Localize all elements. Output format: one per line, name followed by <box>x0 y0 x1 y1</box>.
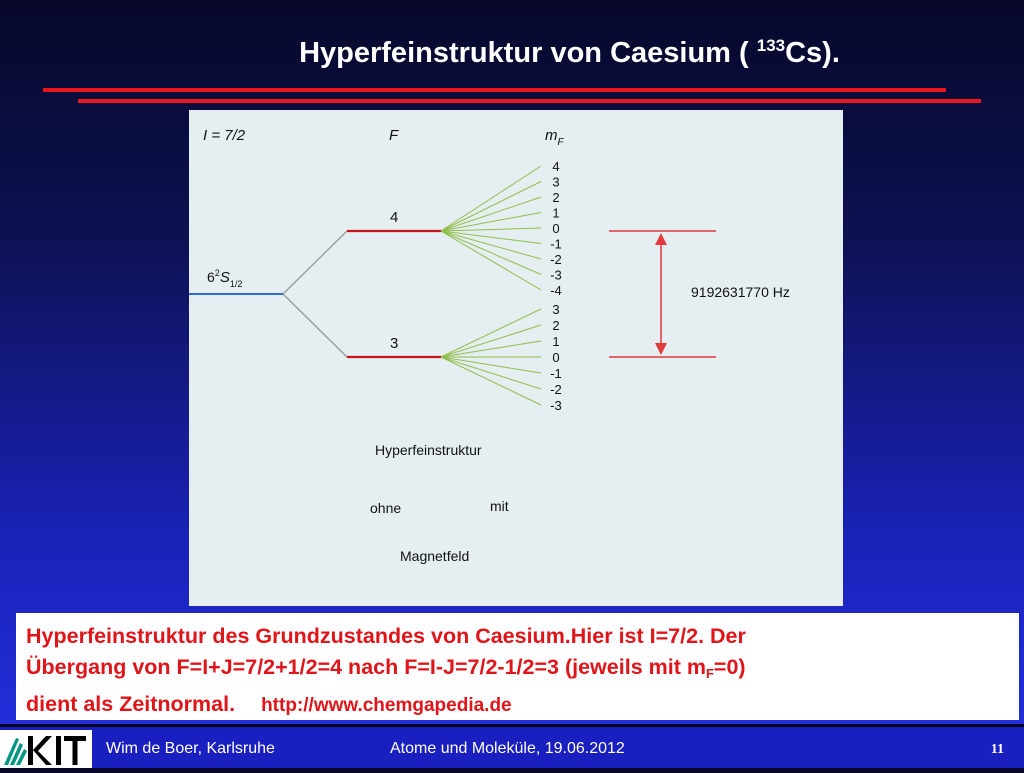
f4-mf-label: 1 <box>552 205 560 221</box>
caption-line-1: Hyperfeinstruktur des Grundzustandes von Caesium.Hier ist I=7/2. Der <box>26 624 746 648</box>
caption-line-2-sub: F <box>705 666 714 681</box>
f3-branch-line <box>441 357 541 373</box>
caption-line-3 <box>26 689 1009 721</box>
f4-branch-line <box>441 231 541 290</box>
level-f3-label: 3 <box>390 335 399 352</box>
branches-f4 <box>441 166 541 290</box>
nuclear-spin-label: I = 7/2 <box>203 127 246 144</box>
f4-mf-label: -4 <box>550 283 562 298</box>
hyperfine-label: Hyperfeinstruktur <box>375 442 482 458</box>
f4-branch-line <box>441 231 541 259</box>
f3-mf-label: -3 <box>550 398 562 413</box>
page-number: 11 <box>990 742 1004 757</box>
f3-mf-label: 0 <box>552 350 560 365</box>
hyperfine-diagram <box>189 110 843 606</box>
f4-mf-label: 2 <box>552 190 560 205</box>
f4-mf-label: 0 <box>552 221 560 236</box>
caption-line-3-text: dient als Zeitnormal. <box>26 692 236 716</box>
f4-mf-label: -2 <box>550 252 562 267</box>
f3-branch-line <box>441 309 541 357</box>
mf-labels-f3 <box>550 302 562 413</box>
caption-line-2-a: Übergang von F=I+J=7/2+1/2=4 nach F=I-J=7/2-1/2=3 (jeweils mit m <box>26 655 706 679</box>
split-line-lower <box>283 294 347 357</box>
f-header: F <box>389 127 399 144</box>
footer-divider <box>0 724 1024 727</box>
level-f4-label: 4 <box>390 209 399 226</box>
f4-branch-line <box>441 197 541 231</box>
ground-state-n: 6 <box>207 269 215 285</box>
arrow-head-up <box>655 233 667 245</box>
slide-title <box>0 36 1024 70</box>
mf-header-sub: F <box>557 137 564 148</box>
source-link[interactable]: http://www.chemgapedia.de <box>261 695 512 716</box>
frequency-label: 9192631770 Hz <box>691 284 790 300</box>
f4-branch-line <box>441 182 541 232</box>
caption-box <box>16 613 1019 720</box>
mf-header-m: m <box>545 127 558 144</box>
f4-mf-label: 3 <box>552 174 560 190</box>
mf-header <box>545 127 565 148</box>
without-label: ohne <box>370 500 402 516</box>
footer-course: Atome und Moleküle, 19.06.2012 <box>390 740 625 757</box>
f3-branch-line <box>441 325 541 357</box>
title-text-after: Cs). <box>785 37 840 69</box>
kit-logo-graphic <box>0 730 92 768</box>
ground-state-sup: 2 <box>214 268 220 278</box>
caption-line-2-b: =0) <box>713 655 746 679</box>
f3-branch-line <box>441 341 541 357</box>
magnetic-field-label: Magnetfeld <box>400 548 470 564</box>
kit-logo <box>0 730 92 768</box>
caption-line-2 <box>26 652 1009 689</box>
ground-state-label <box>207 268 242 289</box>
f3-mf-label: -2 <box>550 382 562 397</box>
f4-mf-label: -3 <box>550 267 562 283</box>
f3-mf-label: 1 <box>552 334 560 349</box>
f3-mf-label: 2 <box>552 318 560 333</box>
with-label: mit <box>490 498 509 514</box>
f3-branch-line <box>441 357 541 405</box>
branches-f3 <box>441 309 541 405</box>
mf-labels-f4 <box>550 159 562 298</box>
arrow-head-down <box>655 343 667 355</box>
title-underline-1 <box>43 88 946 92</box>
f3-branch-line <box>441 357 541 389</box>
f3-mf-label: 3 <box>552 302 560 317</box>
title-underline-2 <box>78 99 981 103</box>
title-text-before: Hyperfeinstruktur von Caesium ( <box>299 37 757 69</box>
ground-state-letter: S <box>219 269 230 286</box>
footer-author: Wim de Boer, Karlsruhe <box>106 740 275 757</box>
diagram-svg <box>189 110 843 606</box>
ground-state-sub: 1/2 <box>229 279 243 289</box>
f3-mf-label: -1 <box>550 366 562 381</box>
title-superscript: 133 <box>756 36 786 55</box>
split-line-upper <box>283 231 347 294</box>
f4-mf-label: -1 <box>550 236 562 252</box>
f4-mf-label: 4 <box>552 159 560 174</box>
